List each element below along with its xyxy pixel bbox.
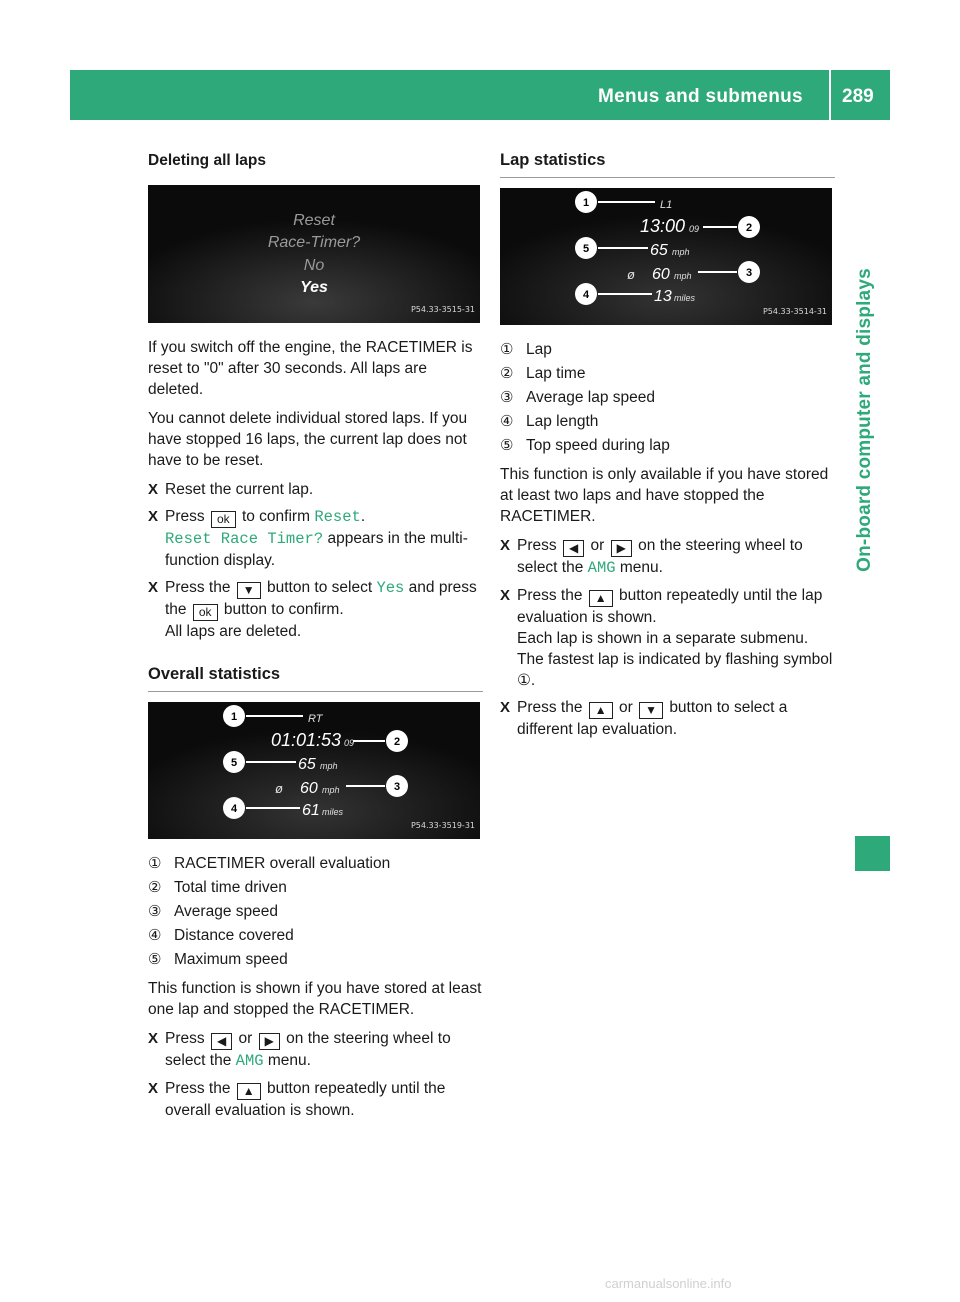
avg-symbol: ø <box>275 781 283 796</box>
callout-3: 3 <box>745 267 753 279</box>
left-column <box>148 150 483 1127</box>
lap-legend <box>500 339 835 456</box>
label-l1: L1 <box>660 199 673 211</box>
reset-screen-image <box>148 185 480 323</box>
max-speed-unit: mph <box>320 761 338 771</box>
left-key-icon: ◀ <box>563 540 584 557</box>
reset-option-yes: Yes <box>300 279 328 296</box>
step-arrow-icon: X <box>500 537 511 554</box>
lap-avg-speed-unit: mph <box>674 271 692 281</box>
overall-screen-image <box>148 702 480 839</box>
up-key-icon: ▲ <box>589 590 613 607</box>
image-ref: P54.33-3519-31 <box>410 821 475 830</box>
overall-legend <box>148 853 483 970</box>
lap-availability-note: This function is only available if you have stored at least two laps and have stopped the RACETIMER. <box>500 466 829 525</box>
distance-unit: miles <box>322 807 344 817</box>
step-confirm-reset: X Press ok to confirm Reset. Reset Race Timer? appears in the multi-function display. <box>148 508 468 569</box>
up-key-icon: ▲ <box>237 1083 261 1100</box>
list-item: ① RACETIMER overall evaluation <box>148 855 391 872</box>
step-select-lap: X Press the ▲ or ▼ button to select a different lap evaluation. <box>500 699 788 738</box>
callout-number-icon: ① <box>500 341 514 358</box>
list-item: ⑤ Top speed during lap <box>500 437 670 454</box>
callout-5: 5 <box>582 243 590 255</box>
page-section-title: Menus and submenus <box>598 86 803 107</box>
step-arrow-icon: X <box>148 481 159 498</box>
distance-value: 61 <box>302 802 320 819</box>
display-text-reset: Reset <box>314 508 361 526</box>
engine-off-note: If you switch off the engine, the RACETIMER is reset to "0" after 30 seconds. All laps are deleted. <box>148 339 473 398</box>
right-key-icon: ▶ <box>259 1033 280 1050</box>
image-ref: P54.33-3514-31 <box>762 307 827 316</box>
reset-option-no: No <box>303 257 325 274</box>
max-speed-value: 65 <box>298 756 316 773</box>
lap-time-value: 13:00 <box>640 216 686 236</box>
list-item: ② Total time driven <box>148 879 287 896</box>
reset-line-1: Reset <box>293 212 335 229</box>
step-arrow-icon: X <box>500 699 511 716</box>
total-time-value: 01:01:53 <box>271 730 342 750</box>
callout-number-icon: ③ <box>500 389 514 406</box>
lap-heading: Lap statistics <box>500 150 835 178</box>
avg-speed-unit: mph <box>322 785 340 795</box>
display-text-reset-race-timer: Reset Race Timer? <box>165 530 324 548</box>
page-number: 289 <box>842 86 874 107</box>
deleting-heading: Deleting all laps <box>148 152 267 169</box>
list-item: ③ Average speed <box>148 903 278 920</box>
list-item: ⑤ Maximum speed <box>148 951 288 968</box>
side-tab-label: On-board computer and displays <box>854 268 875 572</box>
callout-number-icon: ④ <box>148 927 162 944</box>
step-arrow-icon: X <box>148 1030 159 1047</box>
callout-number-icon: ① <box>517 672 531 689</box>
avg-speed-value: 60 <box>300 780 318 797</box>
label-rt: RT <box>308 713 323 725</box>
display-text-yes: Yes <box>376 579 405 597</box>
step-arrow-icon: X <box>148 579 159 596</box>
total-time-sub: 09 <box>344 738 355 748</box>
display-text-amg: AMG <box>587 559 616 577</box>
ok-key-icon: ok <box>193 604 218 621</box>
individual-laps-note: You cannot delete individual stored laps. If you have stopped 16 laps, the current lap does not have to be reset. <box>148 410 468 469</box>
header-divider <box>829 70 831 120</box>
right-column <box>500 150 835 746</box>
list-item: ② Lap time <box>500 365 586 382</box>
callout-1: 1 <box>582 197 590 209</box>
callout-1: 1 <box>230 711 238 723</box>
overall-heading: Overall statistics <box>148 664 483 692</box>
list-item: ④ Distance covered <box>148 927 294 944</box>
lap-avg-speed-value: 60 <box>652 266 670 283</box>
down-key-icon: ▼ <box>639 702 663 719</box>
overall-availability-note: This function is shown if you have stored at least one lap and stopped the RACETIMER. <box>148 980 482 1018</box>
step-select-amg: X Press ◀ or ▶ on the steering wheel to select the AMG menu. <box>500 537 803 577</box>
lap-screen-image <box>500 188 832 325</box>
callout-number-icon: ④ <box>500 413 514 430</box>
up-key-icon: ▲ <box>589 702 613 719</box>
left-key-icon: ◀ <box>211 1033 232 1050</box>
step-arrow-icon: X <box>148 1080 159 1097</box>
callout-number-icon: ⑤ <box>500 437 514 454</box>
list-item: ① Lap <box>500 341 552 358</box>
step-show-lap: X Press the ▲ button repeatedly until the lap evaluation is shown. Each lap is shown in a separate submenu. The fastest lap is indicated by flashing symbol ①. <box>500 587 833 689</box>
callout-2: 2 <box>393 736 401 748</box>
lap-length-value: 13 <box>654 288 672 305</box>
reset-line-2: Race-Timer? <box>267 234 361 251</box>
lap-avg-symbol: ø <box>627 267 635 282</box>
down-key-icon: ▼ <box>237 582 261 599</box>
callout-3: 3 <box>393 781 401 793</box>
lap-length-unit: miles <box>674 293 696 303</box>
callout-4: 4 <box>582 289 590 301</box>
callout-number-icon: ② <box>500 365 514 382</box>
callout-5: 5 <box>230 757 238 769</box>
image-ref: P54.33-3515-31 <box>410 305 475 314</box>
callout-number-icon: ⑤ <box>148 951 162 968</box>
step-arrow-icon: X <box>500 587 511 604</box>
callout-2: 2 <box>745 222 753 234</box>
step-arrow-icon: X <box>148 508 159 525</box>
callout-number-icon: ① <box>148 855 162 872</box>
callout-number-icon: ② <box>148 879 162 896</box>
callout-4: 4 <box>230 803 238 815</box>
right-key-icon: ▶ <box>611 540 632 557</box>
lap-top-speed-unit: mph <box>672 247 690 257</box>
lap-top-speed-value: 65 <box>650 242 668 259</box>
list-item: ④ Lap length <box>500 413 599 430</box>
callout-number-icon: ③ <box>148 903 162 920</box>
ok-key-icon: ok <box>211 511 236 528</box>
step-show-overall: X Press the ▲ button repeatedly until the overall evaluation is shown. <box>148 1080 446 1119</box>
step-select-yes: X Press the ▼ button to select Yes and press the ok button to confirm. All laps are deleted. <box>148 579 477 640</box>
footer-watermark: carmanualsonline.info <box>605 1276 732 1291</box>
lap-time-sub: 09 <box>689 224 700 234</box>
step-reset-lap: X Reset the current lap. <box>148 481 314 498</box>
list-item: ③ Average lap speed <box>500 389 655 406</box>
step-select-amg: X Press ◀ or ▶ on the steering wheel to select the AMG menu. <box>148 1030 451 1070</box>
side-tab-marker <box>855 836 890 871</box>
display-text-amg: AMG <box>235 1052 264 1070</box>
